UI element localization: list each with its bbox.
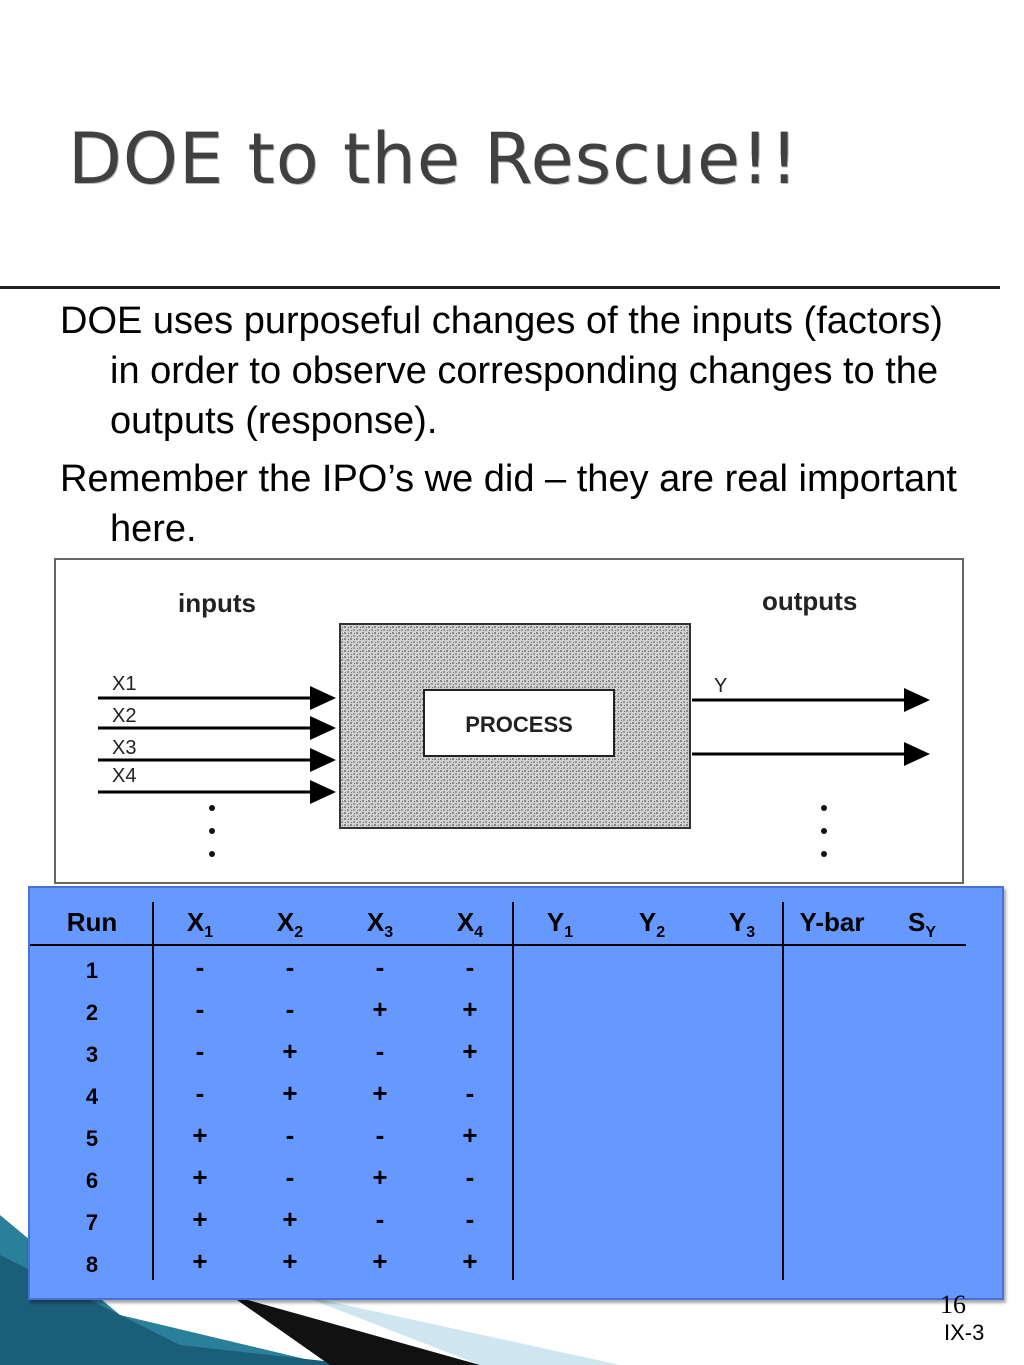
table-factor-cell: + [192, 1204, 208, 1234]
outputs-label: outputs [762, 586, 858, 616]
table-factor-cell: + [372, 1162, 388, 1192]
ipo-diagram [54, 558, 964, 884]
table-factor-cell: - [195, 1036, 205, 1066]
bullet-list [60, 296, 960, 562]
table-run-cell: 4 [85, 1084, 99, 1109]
table-factor-cell: - [465, 1162, 475, 1192]
table-factor-cell: + [462, 1246, 478, 1276]
table-factor-cell: + [192, 1246, 208, 1276]
table-factor-cell: + [192, 1120, 208, 1150]
inputs-label: inputs [178, 588, 256, 618]
table-factor-cell: + [192, 1162, 208, 1192]
bullet-item: DOE uses purposeful changes of the inputs (factors) in order to observe corresponding changes to the outputs (response). [60, 300, 943, 442]
table-factor-cell: + [462, 994, 478, 1024]
table-header-cell: $X_2$ [276, 907, 304, 942]
table-column-divider [512, 902, 514, 1280]
table-factor-cell: - [195, 994, 205, 1024]
slide-id: IX-3 [944, 1320, 985, 1345]
table-column-divider [782, 902, 784, 1280]
table-header-cell: $X_3$ [366, 907, 394, 942]
table-header-cell: Run [66, 907, 118, 937]
output-y-label: Y [714, 675, 728, 697]
table-factor-cell: - [285, 952, 295, 982]
table-factor-cell: - [285, 1120, 295, 1150]
title-divider [0, 286, 1000, 289]
table-header-cell: $Y_1$ [546, 907, 574, 942]
table-factor-cell: + [462, 1036, 478, 1066]
table-factor-cell: - [465, 952, 475, 982]
table-run-cell: 3 [85, 1042, 99, 1067]
table-factor-cell: - [375, 1204, 385, 1234]
table-header-cell: $X_1$ [186, 907, 214, 942]
table-factor-cell: + [282, 1078, 298, 1108]
table-factor-cell: - [375, 952, 385, 982]
table-factor-cell: - [285, 994, 295, 1024]
output-ellipsis [821, 805, 827, 857]
table-header-divider [30, 944, 966, 946]
table-factor-cell: + [372, 994, 388, 1024]
input-ellipsis [209, 805, 215, 857]
design-matrix-table [28, 886, 1004, 1300]
table-factor-cell: - [465, 1204, 475, 1234]
table-factor-cell: - [465, 1078, 475, 1108]
table-header-cell: $X_4$ [456, 907, 484, 942]
table-factor-cell: + [372, 1246, 388, 1276]
table-factor-cell: + [282, 1036, 298, 1066]
table-header-cell: $S_Y$ [907, 907, 936, 942]
table-factor-cell: - [195, 1078, 205, 1108]
table-run-cell: 6 [85, 1168, 99, 1193]
input-x1-label: X1 [112, 673, 137, 695]
table-header-cell: $Y_2$ [638, 907, 666, 942]
input-x4-label: X4 [112, 765, 137, 787]
slide-title: DOE to the Rescue!! [68, 118, 800, 200]
table-header-cell: $Y_3$ [728, 907, 756, 942]
table-run-cell: 1 [85, 958, 99, 983]
table-factor-cell: - [375, 1036, 385, 1066]
input-x3-label: X3 [112, 737, 137, 759]
table-factor-cell: + [282, 1204, 298, 1234]
bullet-item: Remember the IPO’s we did – they are real important here. [60, 458, 957, 550]
table-header-cell: Y-bar [799, 907, 865, 937]
table-factor-cell: + [462, 1120, 478, 1150]
table-factor-cell: - [285, 1162, 295, 1192]
table-factor-cell: + [282, 1246, 298, 1276]
table-factor-cell: + [372, 1078, 388, 1108]
output-arrows [692, 688, 930, 766]
input-x2-label: X2 [112, 705, 137, 727]
process-label: PROCESS [465, 712, 573, 737]
table-run-cell: 2 [85, 1000, 99, 1025]
page-number: 16 [940, 1290, 966, 1319]
table-factor-cell: - [195, 952, 205, 982]
table-run-cell: 5 [85, 1126, 99, 1151]
table-column-divider [152, 902, 154, 1280]
table-run-cell: 7 [85, 1210, 99, 1235]
table-run-cell: 8 [85, 1252, 99, 1277]
table-factor-cell: - [375, 1120, 385, 1150]
